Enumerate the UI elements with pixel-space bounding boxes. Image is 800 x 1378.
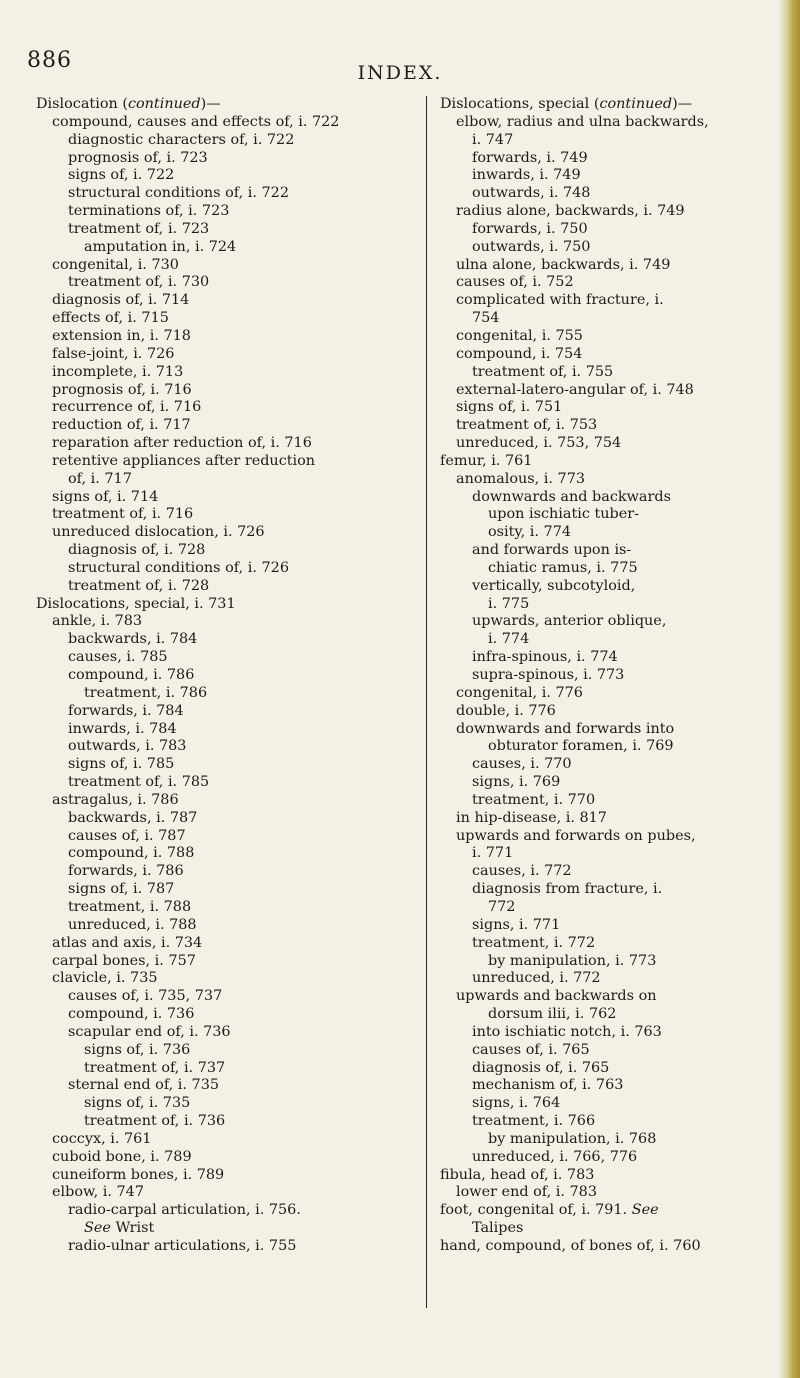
index-entry: of, i. 717 [68, 470, 132, 487]
column-divider [426, 96, 427, 1308]
index-entry: causes of, i. 752 [456, 274, 574, 291]
index-entry: retentive appliances after reduction [52, 452, 316, 469]
index-entry: i. 775 [488, 595, 530, 612]
index-entry: unreduced, i. 772 [472, 970, 601, 987]
index-entry: upwards and forwards on pubes, [456, 827, 696, 844]
index-entry: compound, i. 786 [68, 667, 195, 683]
index-entry: treatment, i. 772 [472, 934, 596, 951]
index-entry: clavicle, i. 735 [52, 970, 158, 987]
index-entry: treatment of, i. 755 [472, 363, 614, 380]
index-entry: prognosis of, i. 716 [52, 381, 192, 398]
index-entry: chiatic ramus, i. 775 [488, 559, 638, 576]
index-entry: Talipes [472, 1220, 524, 1237]
page-number: 886 [27, 48, 72, 73]
index-entry: compound, causes and effects of, i. 722 [52, 113, 340, 130]
index-entry: Dislocation (continued)— [36, 96, 221, 112]
index-entry: unreduced, i. 766, 776 [472, 1148, 638, 1165]
index-entry: outwards, i. 783 [68, 738, 187, 755]
index-entry: sternal end of, i. 735 [68, 1077, 220, 1094]
index-entry: obturator foramen, i. 769 [488, 738, 674, 755]
index-entry: 772 [488, 898, 516, 915]
index-entry: signs of, i. 735 [84, 1095, 191, 1112]
index-entry: ankle, i. 783 [52, 613, 143, 630]
index-entry: forwards, i. 750 [472, 220, 588, 237]
index-entry: by manipulation, i. 768 [488, 1130, 657, 1147]
index-entry: coccyx, i. 761 [52, 1130, 152, 1147]
index-entry: Dislocations, special (continued)— [440, 96, 693, 112]
index-entry: treatment of, i. 737 [84, 1059, 226, 1076]
index-entry: scapular end of, i. 736 [68, 1023, 231, 1040]
index-entry: outwards, i. 748 [472, 185, 591, 202]
index-entry: terminations of, i. 723 [68, 203, 230, 220]
index-entry: treatment of, i. 730 [68, 274, 210, 291]
index-entry: recurrence of, i. 716 [52, 399, 202, 416]
index-entry: outwards, i. 750 [472, 238, 591, 255]
index-entry: 754 [472, 310, 500, 327]
index-entry: compound, i. 754 [456, 345, 583, 362]
index-entry: supra-spinous, i. 773 [472, 667, 625, 683]
index-entry: elbow, i. 747 [52, 1184, 144, 1201]
index-entry: by manipulation, i. 773 [488, 952, 657, 969]
index-entry: radius alone, backwards, i. 749 [456, 203, 685, 220]
index-entry: fibula, head of, i. 783 [440, 1166, 595, 1183]
index-entry: treatment of, i. 728 [68, 577, 210, 594]
index-entry: diagnosis from fracture, i. [472, 881, 663, 898]
index-entry: prognosis of, i. 723 [68, 149, 208, 166]
index-entry: double, i. 776 [456, 702, 556, 719]
index-column-left [36, 96, 424, 1256]
index-entry: vertically, subcotyloid, [472, 577, 636, 594]
index-entry: compound, i. 788 [68, 845, 195, 862]
index-entry: treatment of, i. 785 [68, 774, 210, 791]
index-entry: foot, congenital of, i. 791. See [440, 1202, 659, 1219]
index-entry: treatment of, i. 716 [52, 506, 194, 523]
page-edge-shadow [778, 0, 800, 1378]
index-entry: causes, i. 772 [472, 863, 572, 880]
index-entry: backwards, i. 784 [68, 631, 198, 648]
index-entry: treatment, i. 786 [84, 684, 208, 701]
index-entry: lower end of, i. 783 [456, 1184, 597, 1201]
index-entry: diagnosis of, i. 714 [52, 292, 190, 309]
index-entry: atlas and axis, i. 734 [52, 934, 203, 951]
index-entry: forwards, i. 784 [68, 702, 184, 719]
index-entry: in hip-disease, i. 817 [456, 809, 607, 826]
index-entry: anomalous, i. 773 [456, 470, 586, 487]
index-entry: causes, i. 770 [472, 756, 572, 773]
index-entry: ulna alone, backwards, i. 749 [456, 256, 671, 273]
index-entry: causes, i. 785 [68, 649, 168, 666]
index-entry: reparation after reduction of, i. 716 [52, 435, 312, 452]
index-entry: cuneiform bones, i. 789 [52, 1166, 225, 1183]
index-entry: upwards, anterior oblique, [472, 613, 667, 630]
index-entry: reduction of, i. 717 [52, 417, 191, 434]
index-entry: false-joint, i. 726 [52, 345, 175, 362]
index-entry: amputation in, i. 724 [84, 238, 237, 255]
index-entry: mechanism of, i. 763 [472, 1077, 624, 1094]
index-entry: upon ischiatic tuber- [488, 506, 640, 523]
index-entry: radio-carpal articulation, i. 756. [68, 1202, 301, 1219]
index-entry: forwards, i. 786 [68, 863, 184, 880]
index-entry: causes of, i. 787 [68, 827, 186, 844]
index-entry: into ischiatic notch, i. 763 [472, 1023, 662, 1040]
index-entry: cuboid bone, i. 789 [52, 1148, 192, 1165]
index-entry: extension in, i. 718 [52, 327, 191, 344]
index-entry: osity, i. 774 [488, 524, 572, 541]
index-entry: signs, i. 771 [472, 916, 561, 933]
index-entry: inwards, i. 784 [68, 720, 177, 737]
index-entry: unreduced, i. 753, 754 [456, 435, 622, 452]
index-entry: causes of, i. 765 [472, 1041, 590, 1058]
index-entry: signs of, i. 785 [68, 756, 175, 773]
index-entry: See Wrist [84, 1220, 155, 1237]
index-entry: structural conditions of, i. 722 [68, 185, 289, 202]
index-entry: signs, i. 764 [472, 1095, 561, 1112]
index-entry: unreduced, i. 788 [68, 916, 197, 933]
index-entry: signs of, i. 787 [68, 881, 175, 898]
index-entry: signs of, i. 751 [456, 399, 563, 416]
index-entry: inwards, i. 749 [472, 167, 581, 184]
index-entry: effects of, i. 715 [52, 310, 169, 327]
index-entry: i. 771 [472, 845, 514, 862]
index-entry: signs of, i. 736 [84, 1041, 191, 1058]
index-entry: treatment of, i. 723 [68, 220, 210, 237]
index-entry: compound, i. 736 [68, 1006, 195, 1023]
index-entry: dorsum ilii, i. 762 [488, 1006, 617, 1023]
index-entry: radio-ulnar articulations, i. 755 [68, 1238, 297, 1254]
index-entry: downwards and backwards [472, 488, 671, 505]
index-entry: Dislocations, special, i. 731 [36, 595, 236, 612]
index-entry: incomplete, i. 713 [52, 363, 184, 380]
index-entry: congenital, i. 776 [456, 684, 583, 701]
index-entry: i. 747 [472, 131, 514, 148]
index-entry: upwards and backwards on [456, 988, 657, 1005]
index-entry: unreduced dislocation, i. 726 [52, 524, 265, 541]
index-entry: signs of, i. 714 [52, 488, 159, 505]
index-entry: congenital, i. 755 [456, 327, 583, 344]
index-entry: external-latero-angular of, i. 748 [456, 381, 694, 398]
index-entry: treatment, i. 788 [68, 898, 192, 915]
index-column-right [440, 96, 778, 1256]
index-entry: hand, compound, of bones of, i. 760 [440, 1238, 701, 1254]
index-entry: infra-spinous, i. 774 [472, 649, 618, 666]
index-entry: treatment of, i. 736 [84, 1113, 226, 1130]
index-entry: diagnosis of, i. 765 [472, 1059, 610, 1076]
index-entry: and forwards upon is- [472, 542, 632, 559]
index-entry: causes of, i. 735, 737 [68, 988, 223, 1005]
index-entry: i. 774 [488, 631, 530, 648]
index-entry: downwards and forwards into [456, 720, 675, 737]
running-title: INDEX. [357, 62, 443, 84]
index-entry: backwards, i. 787 [68, 809, 198, 826]
index-entry: signs of, i. 722 [68, 167, 175, 184]
index-entry: treatment, i. 770 [472, 791, 596, 808]
index-entry: signs, i. 769 [472, 774, 561, 791]
index-entry: treatment, i. 766 [472, 1113, 596, 1130]
index-entry: complicated with fracture, i. [456, 292, 664, 309]
index-entry: forwards, i. 749 [472, 149, 588, 166]
index-entry: carpal bones, i. 757 [52, 952, 196, 969]
index-entry: elbow, radius and ulna backwards, [456, 113, 709, 130]
index-entry: diagnosis of, i. 728 [68, 542, 206, 559]
index-entry: treatment of, i. 753 [456, 417, 598, 434]
index-entry: astragalus, i. 786 [52, 791, 179, 808]
index-entry: femur, i. 761 [440, 452, 533, 469]
index-entry: structural conditions of, i. 726 [68, 559, 289, 576]
index-entry: congenital, i. 730 [52, 256, 179, 273]
index-entry: diagnostic characters of, i. 722 [68, 131, 295, 148]
